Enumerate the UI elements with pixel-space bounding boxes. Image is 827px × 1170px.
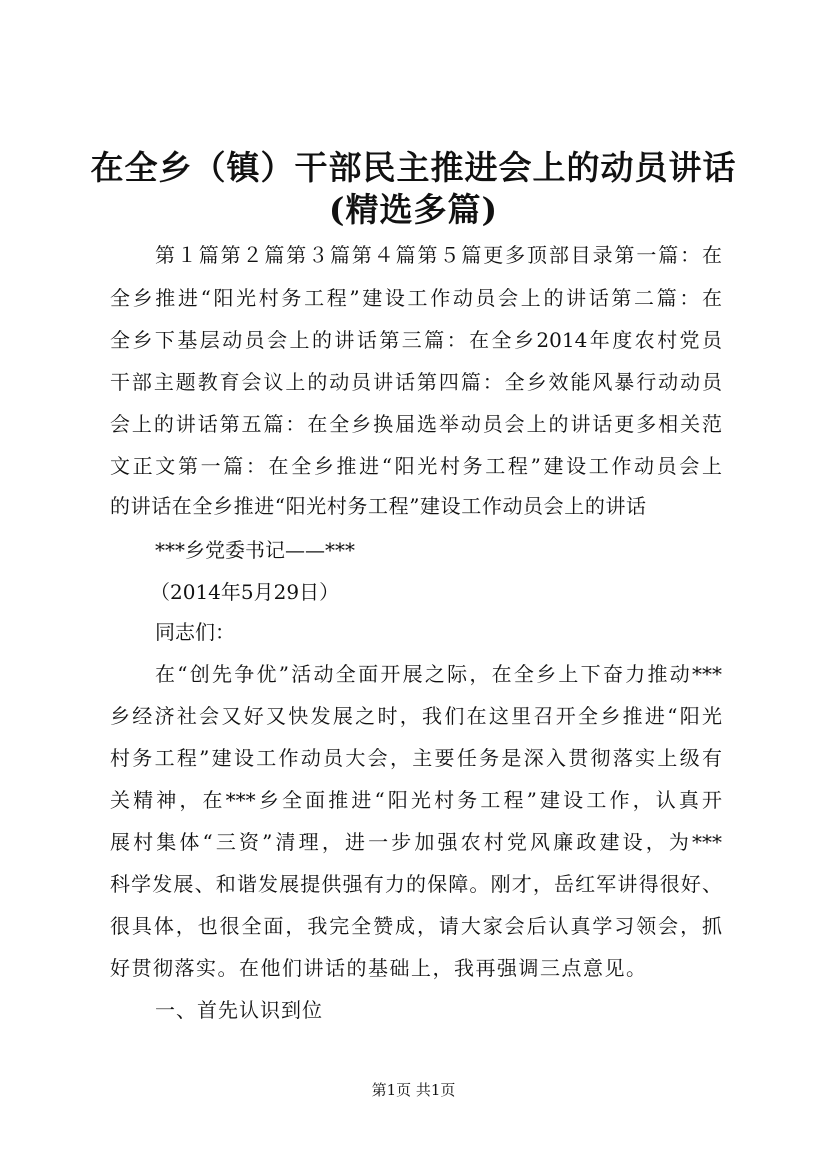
speech-date: （2014年5月29日） [150, 580, 340, 604]
salutation: 同志们： [155, 620, 235, 644]
toc-line: 全乡推进“阳光村务工程”建设工作动员会上的讲话第二篇：在 [110, 286, 722, 310]
paragraph-line: 村务工程”建设工作动员大会，主要任务是深入贯彻落实上级有 [110, 746, 722, 770]
toc-line: 第１篇第２篇第３篇第４篇第５篇更多顶部目录第一篇：在 [155, 243, 722, 267]
document-title: 在全乡（镇）干部民主推进会上的动员讲话 [90, 148, 737, 187]
document-subtitle: (精选多篇) [328, 190, 499, 229]
speaker-line: ***乡党委书记——*** [155, 538, 355, 562]
section-heading: 一、首先认识到位 [155, 998, 323, 1022]
toc-line: 全乡下基层动员会上的讲话第三篇：在全乡2014年度农村党员 [110, 328, 722, 352]
paragraph-line: 关精神，在***乡全面推进“阳光村务工程”建设工作，认真开 [110, 788, 722, 812]
paragraph-line: 科学发展、和谐发展提供强有力的保障。刚才，岳红军讲得很好、 [110, 872, 722, 896]
paragraph-line: 乡经济社会又好又快发展之时，我们在这里召开全乡推进“阳光 [110, 704, 722, 728]
toc-line: 文正文第一篇：在全乡推进“阳光村务工程”建设工作动员会上 [110, 454, 722, 478]
toc-line: 的讲话在全乡推进“阳光村务工程”建设工作动员会上的讲话 [110, 494, 647, 518]
paragraph-line: 很具体，也很全面，我完全赞成，请大家会后认真学习领会，抓 [110, 914, 722, 938]
toc-line: 干部主题教育会议上的动员讲话第四篇：全乡效能风暴行动动员 [110, 370, 722, 394]
paragraph-line: 好贯彻落实。在他们讲话的基础上，我再强调三点意见。 [110, 956, 648, 980]
paragraph-line: 展村集体“三资”清理，进一步加强农村党风廉政建设，为*** [110, 830, 722, 854]
paragraph-line: 在“创先争优”活动全面开展之际，在全乡上下奋力推动*** [155, 662, 722, 686]
page-footer: 第1页 共1页 [371, 1081, 456, 1099]
toc-line: 会上的讲话第五篇：在全乡换届选举动员会上的讲话更多相关范 [110, 412, 722, 436]
